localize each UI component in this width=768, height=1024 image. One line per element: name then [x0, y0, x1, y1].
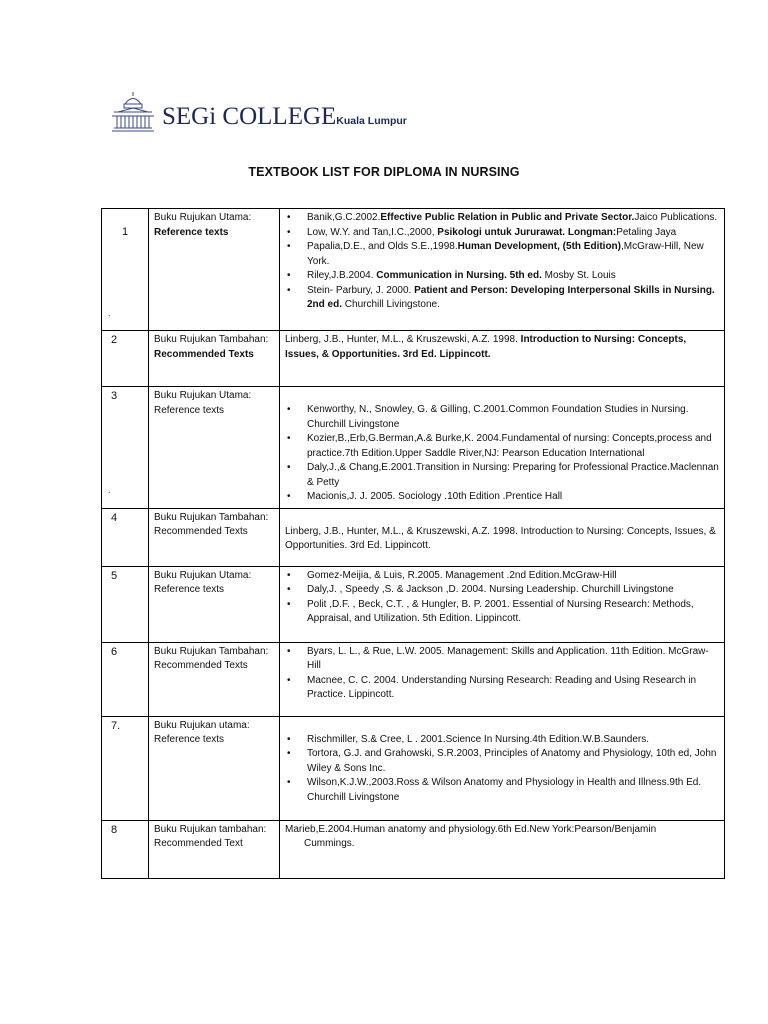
- type-malay: Buku Rujukan Utama:: [154, 390, 252, 401]
- reference-text: Linberg, J.B., Hunter, M.L., & Kruszewski, A.Z. 1998. Introduction to Nursing: Concepts, Issues, & Opportunities. 3rd Ed. Lippincott.: [280, 508, 725, 566]
- text-type: [149, 209, 280, 331]
- table-row: [102, 209, 725, 331]
- type-malay: Buku Rujukan Tambahan:: [154, 645, 269, 657]
- type-malay: Buku Rujukan Utama:: [154, 212, 252, 223]
- type-english: Recommended Texts: [154, 348, 254, 360]
- type-english: Reference texts: [154, 734, 225, 745]
- list-item: • Polit ,D.F. , Beck, C.T. , & Hungler, B. P. 2001. Essential of Nursing Research: Methods, Appraisal, and Utilization. 5th Edition. Lippincott.: [304, 598, 719, 627]
- list-item: • Kozier,B.,Erb,G.Berman,A.& Burke,K. 2004.Fundamental of nursing: Concepts,process and practice.7th Edition.Upper Saddle River,NJ: Pearson Education International: [304, 432, 719, 461]
- type-malay: Buku Rujukan Utama:: [154, 569, 252, 581]
- list-item: • Daly,J.,& Chang,E.2001.Transition in Nursing: Preparing for Professional Practice.Maclennan & Petty: [304, 461, 719, 490]
- list-item: • Kenworthy, N., Snowley, G. & Gilling, C.2001.Common Foundation Studies in Nursing. Churchill Livingstone: [304, 403, 719, 432]
- text-type: [149, 820, 280, 878]
- table-row: [102, 642, 725, 716]
- text-type: [149, 508, 280, 566]
- list-item: • Banik,G.C.2002.Effective Public Relation in Public and Private Sector.Jaico Publications.: [304, 211, 719, 226]
- row-number: 1 .: [102, 209, 149, 331]
- table-row: [102, 331, 725, 387]
- type-english: Recommended Texts: [154, 660, 248, 671]
- row-number: 6: [102, 642, 149, 716]
- reference-list: [280, 209, 725, 331]
- college-name: SEGi COLLEGEKuala Lumpur: [162, 103, 407, 130]
- type-malay: Buku Rujukan utama:: [154, 719, 250, 731]
- table-row: [102, 508, 725, 566]
- type-malay: Buku Rujukan Tambahan:: [154, 334, 269, 345]
- list-item: • Papalia,D.E., and Olds S.E.,1998.Human Development, (5th Edition),McGraw-Hill, New York.: [304, 240, 719, 269]
- textbook-table: [101, 208, 725, 879]
- list-item: • Rischmiller, S.& Cree, L . 2001.Science In Nursing.4th Edition.W.B.Saunders.: [304, 733, 719, 748]
- reference-list: [280, 642, 725, 716]
- row-number: 8: [102, 820, 149, 878]
- type-english: Reference texts: [154, 404, 225, 416]
- text-type: [149, 642, 280, 716]
- table-row: [102, 820, 725, 878]
- type-english: Reference texts: [154, 584, 225, 595]
- list-item: • Gomez-Meijia, & Luis, R.2005. Management .2nd Edition.McGraw-Hill: [304, 569, 719, 584]
- list-item: • Stein- Parbury, J. 2000. Patient and Person: Developing Interpersonal Skills in Nursing. 2nd ed. Churchill Livingstone.: [304, 284, 719, 313]
- type-english: Recommended Texts: [154, 526, 248, 537]
- text-type: [149, 566, 280, 642]
- row-number: 3 .: [102, 387, 149, 509]
- college-location: Kuala Lumpur: [336, 115, 407, 127]
- table-row: [102, 566, 725, 642]
- list-item: • Macionis,J. J. 2005. Sociology .10th Edition .Prentice Hall: [304, 490, 719, 505]
- list-item: • Daly,J. , Speedy ,S. & Jackson ,D. 2004. Nursing Leadership. Churchill Livingstone: [304, 583, 719, 598]
- college-header: [110, 90, 530, 134]
- table-row: [102, 387, 725, 509]
- table-row: [102, 716, 725, 820]
- row-number: 7.: [102, 716, 149, 820]
- text-type: [149, 716, 280, 820]
- document-title: TEXTBOOK LIST FOR DIPLOMA IN NURSING: [248, 165, 520, 179]
- reference-text: Linberg, J.B., Hunter, M.L., & Kruszewski, A.Z. 1998. Introduction to Nursing: Concepts, Issues, & Opportunities. 3rd Ed. Lippincott.: [280, 331, 725, 387]
- reference-list: [280, 566, 725, 642]
- row-number: 5: [102, 566, 149, 642]
- list-item: • Riley,J.B.2004. Communication in Nursing. 5th ed. Mosby St. Louis: [304, 269, 719, 284]
- type-english: Reference texts: [154, 226, 229, 238]
- list-item: • Macnee, C. C. 2004. Understanding Nursing Research: Reading and Using Research in Practice. Lippincott.: [304, 674, 719, 703]
- text-type: [149, 331, 280, 387]
- list-item: • Wilson,K.J.W.,2003.Ross & Wilson Anatomy and Physiology in Health and Illness.9th Ed. Churchill Livingstone: [304, 776, 719, 805]
- reference-text: Marieb,E.2004.Human anatomy and physiology.6th Ed.New York:Pearson/Benjamin Cummings.: [280, 820, 725, 878]
- type-english: Recommended Text: [154, 838, 243, 849]
- type-malay: Buku Rujukan Tambahan:: [154, 511, 269, 523]
- list-item: • Byars, L. L., & Rue, L.W. 2005. Management: Skills and Application. 11th Edition. McGraw-Hill: [304, 645, 719, 674]
- list-item: • Low, W.Y. and Tan,I.C.,2000, Psikologi untuk Jururawat. Longman:Petaling Jaya: [304, 226, 719, 241]
- reference-list: [280, 387, 725, 509]
- text-type: [149, 387, 280, 509]
- college-building-logo-icon: [110, 90, 156, 134]
- reference-list: [280, 716, 725, 820]
- list-item: • Tortora, G.J. and Grahowski, S.R.2003, Principles of Anatomy and Physiology, 10th ed, John Wiley & Sons Inc.: [304, 747, 719, 776]
- row-number: 2: [102, 331, 149, 387]
- type-malay: Buku Rujukan tambahan:: [154, 823, 267, 835]
- row-number: 4: [102, 508, 149, 566]
